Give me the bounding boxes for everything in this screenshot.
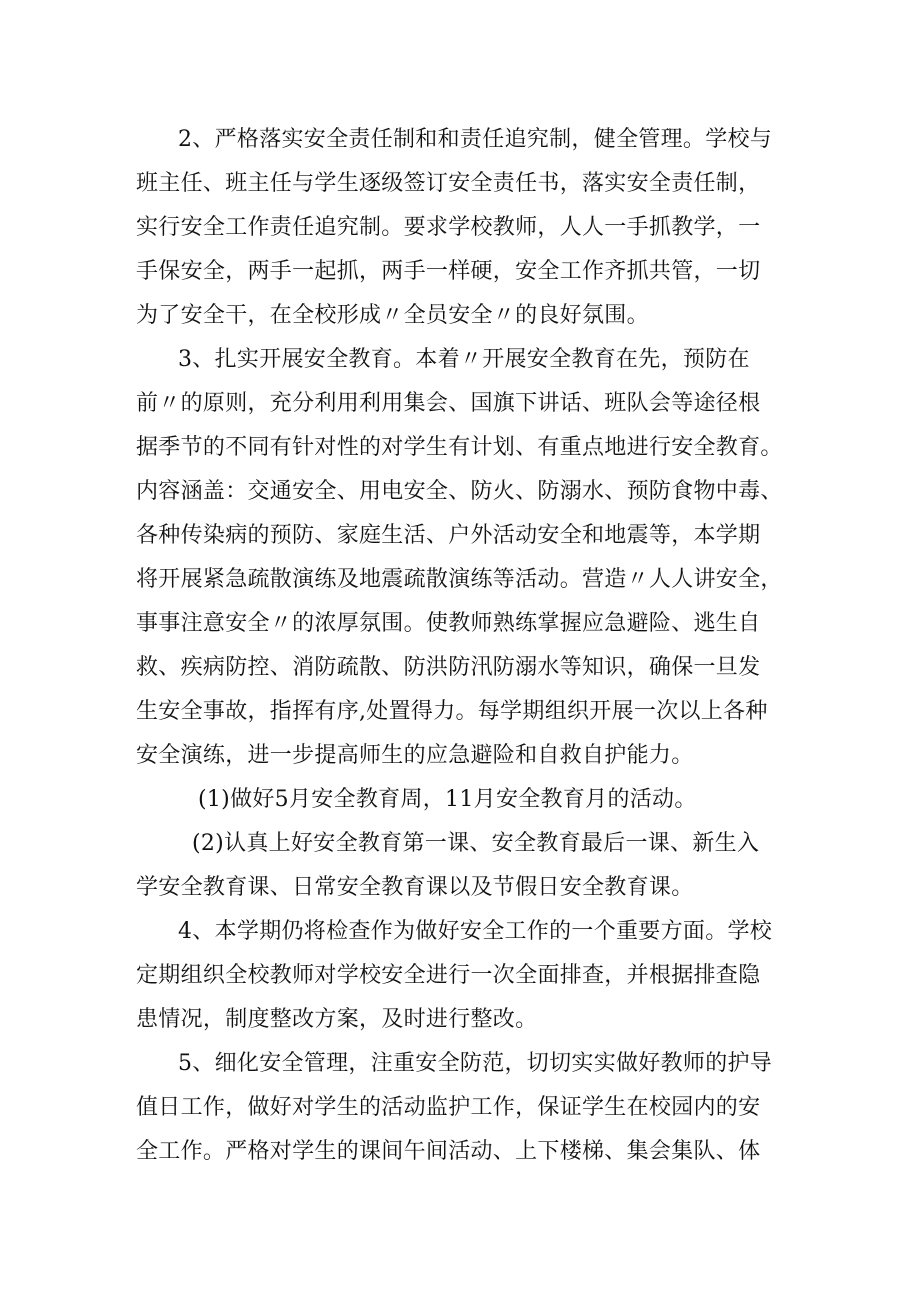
paragraph-line: 定期组织全校教师对学校安全进行一次全面排查，并根据排查隐 bbox=[136, 963, 761, 988]
paragraph-line: 全工作。严格对学生的课间午间活动、上下楼梯、集会集队、体 bbox=[136, 1139, 761, 1164]
paragraph-line: 内容涵盖：交通安全、用电安全、防火、防溺水、预防食物中毒、 bbox=[136, 479, 783, 504]
paragraph-line: 4、本学期仍将检查作为做好安全工作的一个重要方面。学校 bbox=[178, 919, 773, 944]
paragraph-line: 各种传染病的预防、家庭生活、户外活动安全和地震等，本学期 bbox=[136, 523, 761, 548]
paragraph-line: 为了安全干，在全校形成〃全员安全〃的良好氛围。 bbox=[136, 303, 649, 328]
paragraph-line: 手保安全，两手一起抓，两手一样硬，安全工作齐抓共管，一切 bbox=[136, 259, 761, 284]
paragraph-line: 患情况，制度整改方案，及时进行整改。 bbox=[136, 1007, 538, 1032]
paragraph-line: 2、严格落实安全责任制和和责任追究制，健全管理。学校与 bbox=[178, 127, 773, 152]
paragraph-line: 实行安全工作责任追究制。要求学校教师，人人一手抓教学，一 bbox=[136, 215, 761, 240]
paragraph-line: 生安全事故，指挥有序,处置得力。每学期组织开展一次以上各种 bbox=[136, 699, 768, 724]
paragraph-line: 3、扎实开展安全教育。本着〃开展安全教育在先，预防在 bbox=[178, 347, 750, 372]
paragraph-line: 据季节的不同有针对性的对学生有计划、有重点地进行安全教育。 bbox=[136, 435, 783, 460]
paragraph-line: 值日工作，做好对学生的活动监护工作，保证学生在校园内的安 bbox=[136, 1095, 761, 1120]
paragraph-line: 安全演练，进一步提高师生的应急避险和自救自护能力。 bbox=[136, 743, 694, 768]
paragraph-line: 学安全教育课、日常安全教育课以及节假日安全教育课。 bbox=[136, 875, 694, 900]
paragraph-line: 前〃的原则，充分利用利用集会、国旗下讲话、班队会等途径根 bbox=[136, 391, 761, 416]
paragraph-line: 将开展紧急疏散演练及地震疏散演练等活动。营造〃人人讲安全， bbox=[136, 567, 783, 592]
paragraph-line: 事事注意安全〃的浓厚氛围。使教师熟练掌握应急避险、逃生自 bbox=[136, 611, 761, 636]
list-item: (1)做好5月安全教育周，11月安全教育月的活动。 bbox=[198, 787, 697, 812]
paragraph-line: 救、疾病防控、消防疏散、防洪防汛防溺水等知识，确保一旦发 bbox=[136, 655, 761, 680]
paragraph-line: 5、细化安全管理，注重安全防范，切切实实做好教师的护导 bbox=[178, 1051, 773, 1076]
paragraph-line: 班主任、班主任与学生逐级签订安全责任书，落实安全责任制， bbox=[136, 171, 761, 196]
list-item: (2)认真上好安全教育第一课、安全教育最后一课、新生入 bbox=[192, 831, 760, 856]
